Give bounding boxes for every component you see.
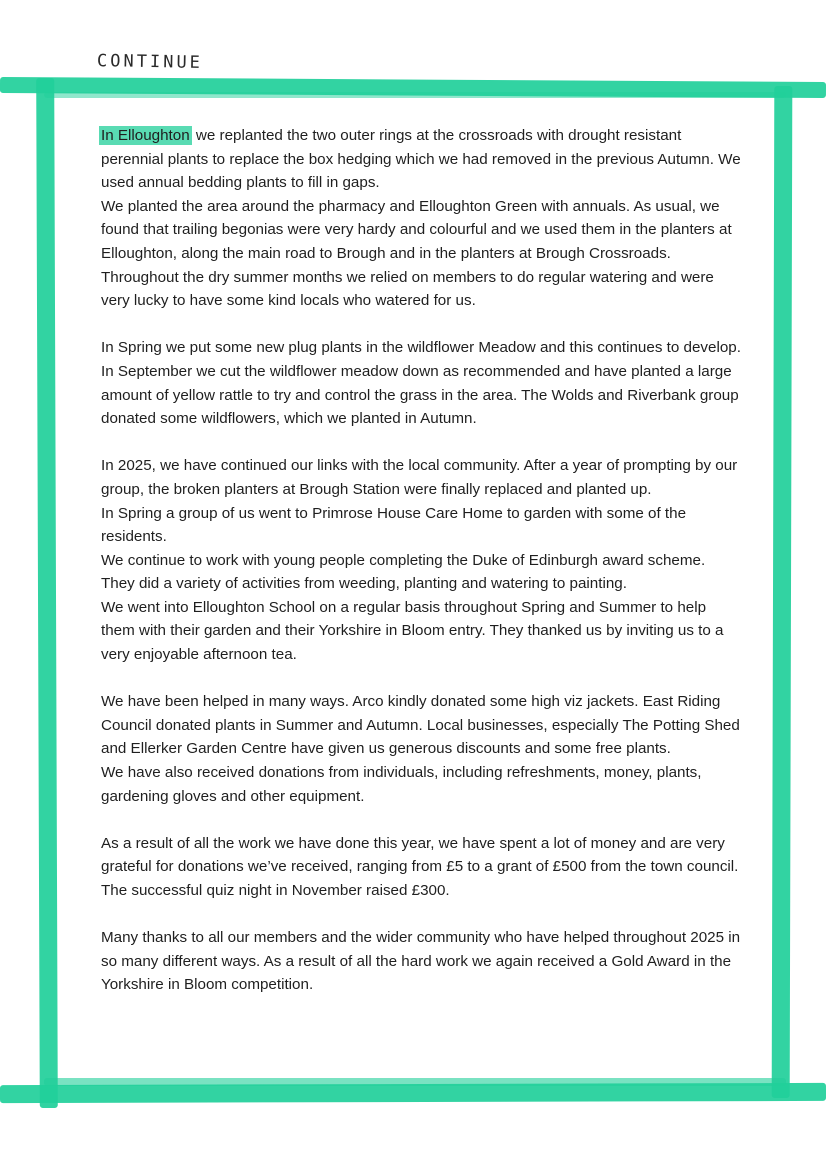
- paragraph-finances: [101, 832, 741, 903]
- highlighted-text: In Elloughton: [101, 127, 190, 144]
- paragraph-elloughton-planting: [101, 124, 741, 313]
- paragraph-thanks: [101, 926, 741, 997]
- paragraph-community-links: [101, 454, 741, 666]
- paragraph-line: In 2025, we have continued our links with the local community. After a year of prompting by our group, the broken planters at Brough Station were finally replaced and planted up.: [101, 457, 738, 498]
- paragraph-line: As a result of all the work we have done this year, we have spent a lot of money and are very grateful for donations we’ve received, ranging from £5 to a grant of £500 from the town council. The successful quiz night in November raised £300.: [101, 834, 739, 899]
- paragraph-line: We continue to work with young people completing the Duke of Edinburgh award scheme. They did a variety of activities from weeding, planting and watering to painting.: [101, 551, 706, 593]
- highlighter-frame-left: [36, 78, 58, 1108]
- paragraph-line: We have been helped in many ways. Arco kindly donated some high viz jackets. East Riding Council donated plants in Summer and Autumn. Local businesses, especially The Potting Shed and Ellerker Garden Centre have given us generous discounts and some free plants.: [101, 693, 740, 758]
- highlighter-frame-top-inner: [44, 92, 786, 98]
- line-text: we replanted the two outer rings at the crossroads with drought resistant perennial plants to replace the box hedging which we had removed in the previous Autumn. We used annual bedding plants to fill in gaps.: [101, 127, 741, 192]
- paragraph-line: In Spring a group of us went to Primrose House Care Home to garden with some of the residents.: [101, 504, 687, 546]
- paragraph-line: We planted the area around the pharmacy and Elloughton Green with annuals. As usual, we found that trailing begonias were very hardy and colourful and we used them in the planters at Elloughton, along the main road to Brough and in the planters at Brough Crossroads.: [101, 197, 732, 262]
- highlighter-frame-right: [772, 86, 793, 1098]
- paragraph-line: [101, 124, 741, 195]
- paragraph-wildflower-meadow: [101, 336, 741, 430]
- paragraph-line: In Spring we put some new plug plants in the wildflower Meadow and this continues to develop. In September we cut the wildflower meadow down as recommended and have planted a large amount of yellow rattle to try and control the grass in the area. The Wolds and Riverbank group donated some wildflowers, which we planted in Autumn.: [101, 339, 741, 428]
- handwritten-continue-note: CONTINUE: [96, 51, 204, 73]
- highlighter-frame-bottom: [0, 1083, 826, 1103]
- paragraph-line: We have also received donations from individuals, including refreshments, money, plants, gardening gloves and other equipment.: [101, 764, 702, 805]
- paragraph-donations-help: [101, 690, 741, 808]
- document-body: [101, 124, 741, 1021]
- paragraph-line: Many thanks to all our members and the wider community who have helped throughout 2025 in so many different ways. As a result of all the hard work we again received a Gold Award in the Yorkshire in Bloom competition.: [101, 929, 741, 994]
- paragraph-line: Throughout the dry summer months we relied on members to do regular watering and were very lucky to have some kind locals who watered for us.: [101, 268, 714, 310]
- paragraph-line: We went into Elloughton School on a regular basis throughout Spring and Summer to help them with their garden and their Yorkshire in Bloom entry. They thanked us by inviting us to a very enjoyable afternoon tea.: [101, 598, 724, 664]
